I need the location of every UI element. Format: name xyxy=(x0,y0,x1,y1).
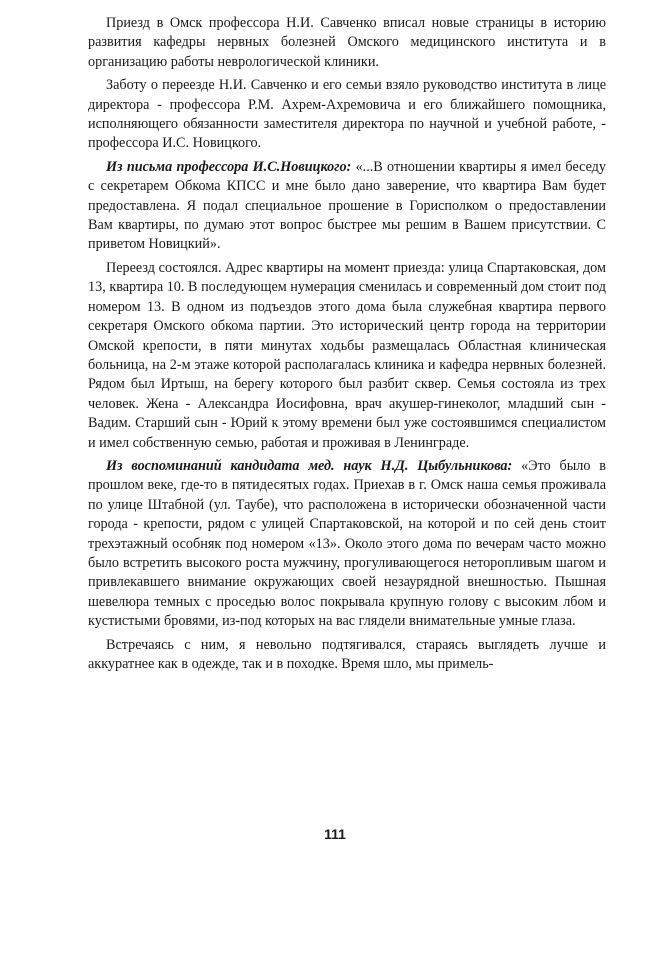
paragraph-savchenko-arrival xyxy=(88,14,606,72)
paragraph-text: Переезд состоялся. Адрес квартиры на момент приезда: улица Спартаковская, дом 13, квартира 10. В последующем нумерация сменилась и современный дом стоит под номером 13. В одном из подъездов этого дома была служебная квартира первого секретаря Омского обкома партии. Это исторический центр города на территории Омской крепости, в пяти минутах ходьбы размещалась Областная клиническая больница, на 2-м этаже которой располагалась клиника и кафедра нервных болезней. Рядом был Иртыш, на берегу которого был разбит сквер. Семья состояла из трех человек. Жена - Александра Иосифовна, врач акушер-гинеколог, младший сын - Вадим. Старший сын - Юрий к этому времени был уже состоявшимся специалистом и имел собственную семью, работая и проживая в Ленинграде. xyxy=(88,259,606,451)
paragraph-text: «Это было в прошлом веке, где-то в пятидесятых годах. Приехав в г. Омск наша семья проживала по улице Штабной (ул. Таубе), что расположена в исторически обозначенной части города - крепости, рядом с улицей Спартаковской, на которой и по сей день стоит трехэтажный особняк под номером «13». Около этого дома по вечерам часто можно было встретить высокого роста мужчину, прогуливающегося неторопливым шагом и привлекавшего внимание окружающих своей незаурядной внешностью. Пышная шевелюра темных с проседью волос покрывала крупную голову с высоким лбом и кустистыми бровями, из-под которых на вас глядели внимательные умные глаза. xyxy=(88,457,606,630)
paragraph-text: Заботу о переезде Н.И. Савченко и его семьи взяло руководство института в лице директора - профессора Р.М. Ахрем-Ахремовича и его ближайшего помощника, исполняющего обязанности заместителя директора по научной и учебной работе, - профессора И.С. Новицкого. xyxy=(88,77,606,152)
paragraph-novitsky-letter xyxy=(88,158,606,255)
paragraph-meeting-continued xyxy=(88,636,606,675)
book-page xyxy=(88,14,606,678)
paragraph-text: Приезд в Омск профессора Н.И. Савченко вписал новые страницы в историю развития кафедры нервных болезней Омского медицинского института и в организацию работы неврологической клиники. xyxy=(88,15,606,70)
paragraph-lead: Из воспоминаний кандидата мед. наук Н.Д. Цыбульникова: xyxy=(106,457,522,474)
paragraph-text: «...В отношении квартиры я имел беседу с секретарем Обкома КПСС и мне было дано заверение, что квартира Вам будет предоставлена. Я подал специальное прошение в Горисполком о предоставлении Вам квартиры, по думаю этот вопрос быстрее мы решим в Вашем присутствии. С приветом Новицкий». xyxy=(88,158,606,253)
page-number: 111 xyxy=(324,826,346,842)
paragraph-tsybulnikov-memoir xyxy=(88,457,606,632)
paragraph-relocation-care xyxy=(88,76,606,154)
paragraph-lead: Из письма профессора И.С.Новицкого: xyxy=(106,158,356,175)
paragraph-text: Встречаясь с ним, я невольно подтягивался, стараясь выглядеть лучше и аккуратнее как в одежде, так и в походке. Время шло, мы примель- xyxy=(88,636,606,672)
paragraph-move-address xyxy=(88,259,606,453)
